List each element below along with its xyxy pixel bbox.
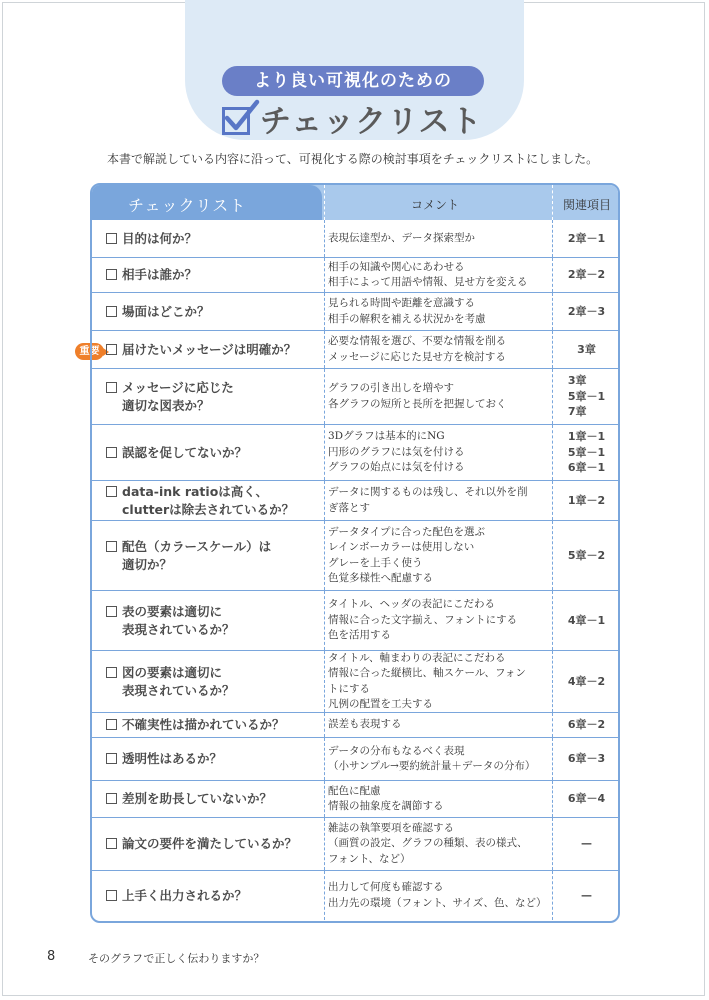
page-number: 8 bbox=[47, 949, 56, 964]
question-content bbox=[92, 303, 210, 321]
related-cell bbox=[552, 781, 620, 817]
comment-cell bbox=[324, 781, 549, 817]
comment-text: 雑誌の執筆要項を確認する （画質の設定、グラフの種類、表の様式、 フォント、など） bbox=[328, 821, 528, 865]
table-row bbox=[92, 220, 618, 257]
related-cell bbox=[552, 651, 620, 712]
checkbox-icon[interactable] bbox=[106, 447, 117, 458]
comment-text: 相手の知識や関心にあわせる 相手によって用語や情報、見せ方を変える bbox=[328, 260, 528, 288]
checkmark-icon bbox=[222, 107, 250, 135]
related-cell bbox=[552, 871, 620, 920]
header-title bbox=[222, 96, 482, 140]
comment-text: タイトル、ヘッダの表記にこだわる 情報に合った文字揃え、フォントにする 色を活用する bbox=[328, 598, 518, 642]
comment-cell bbox=[324, 425, 549, 480]
related-text: 3章 bbox=[577, 342, 596, 356]
checkbox-icon[interactable] bbox=[106, 606, 117, 617]
checkbox-icon[interactable] bbox=[106, 541, 117, 552]
column-header-related: 関連項目 bbox=[562, 198, 611, 212]
question-content bbox=[92, 538, 271, 574]
question-content bbox=[92, 483, 294, 519]
related-text: 2章－2 bbox=[567, 268, 606, 282]
comment-text: データの分布もなるべく表現 （小サンプル→要約統計量＋データの分布） bbox=[328, 744, 536, 772]
related-text: — bbox=[581, 888, 592, 902]
table-row bbox=[92, 520, 618, 590]
question-cell bbox=[92, 425, 320, 480]
question-text: 誤認を促してないか？ bbox=[122, 444, 248, 460]
question-content bbox=[92, 341, 296, 359]
comment-cell bbox=[324, 331, 549, 368]
question-text: 上手く出力されるか？ bbox=[122, 887, 248, 903]
comment-cell bbox=[324, 591, 549, 650]
comment-text: データに関するものは残し、それ以外を削 ぎ落とす bbox=[328, 486, 528, 514]
table-row bbox=[92, 712, 618, 737]
comment-cell bbox=[324, 258, 549, 292]
question-cell bbox=[92, 481, 320, 520]
comment-cell bbox=[324, 738, 549, 780]
comment-text: 見られる時間や距離を意識する 相手の解釈を補える状況かを考慮 bbox=[328, 297, 486, 325]
related-text: 5章－2 bbox=[567, 548, 606, 562]
comment-cell bbox=[324, 713, 549, 737]
table-header-tab bbox=[92, 185, 322, 220]
table-row bbox=[92, 737, 618, 780]
question-content bbox=[92, 266, 197, 284]
question-content bbox=[92, 716, 285, 734]
related-cell bbox=[552, 591, 620, 650]
comment-text: 3Dグラフは基本的にNG 円形のグラフには気を付ける グラフの始点には気を付ける bbox=[328, 430, 465, 474]
related-text: 6章－3 bbox=[567, 752, 606, 766]
related-text: 4章－2 bbox=[567, 674, 606, 688]
question-text: data-ink ratioは高く、 clutterは除去されているか？ bbox=[122, 483, 295, 517]
table-row bbox=[92, 817, 618, 870]
question-content bbox=[92, 603, 235, 639]
question-content bbox=[92, 230, 197, 248]
comment-text: 出力して何度も確認する 出力先の環境（フォント、サイズ、色、など） bbox=[328, 881, 547, 909]
question-text: メッセージに応じた 適切な図表か？ bbox=[122, 379, 234, 413]
related-cell bbox=[552, 220, 620, 257]
footer-text: そのグラフで正しく伝わりますか？ bbox=[88, 952, 265, 965]
related-cell bbox=[552, 818, 620, 870]
related-cell bbox=[552, 738, 620, 780]
question-content bbox=[92, 750, 222, 768]
checkbox-icon[interactable] bbox=[106, 233, 117, 244]
related-text: 3章 5章－1 7章 bbox=[567, 374, 606, 419]
comment-text: 必要な情報を選び、不要な情報を削る メッセージに応じた見せ方を検討する bbox=[328, 335, 507, 363]
table-row bbox=[92, 870, 618, 920]
question-content bbox=[92, 664, 235, 700]
question-cell bbox=[92, 713, 320, 737]
header-subtitle-pill: より良い可視化のための bbox=[222, 66, 484, 96]
table-row bbox=[92, 480, 618, 520]
related-text: — bbox=[581, 837, 592, 851]
related-cell bbox=[552, 293, 620, 330]
question-cell bbox=[92, 220, 320, 257]
table-row bbox=[92, 368, 618, 424]
question-cell bbox=[92, 591, 320, 650]
question-cell bbox=[92, 781, 320, 817]
question-text: 論文の要件を満たしているか？ bbox=[122, 836, 298, 851]
question-text: 届けたいメッセージは明確か？ bbox=[122, 341, 297, 357]
question-cell bbox=[92, 521, 320, 590]
comment-cell bbox=[324, 220, 549, 257]
table-row bbox=[92, 590, 618, 650]
question-text: 場面はどこか？ bbox=[122, 303, 210, 319]
related-text: 1章－1 5章－1 6章－1 bbox=[567, 430, 606, 475]
table-row bbox=[92, 292, 618, 330]
comment-cell bbox=[324, 521, 549, 590]
table-row bbox=[92, 257, 618, 292]
question-content bbox=[92, 379, 234, 415]
table-row bbox=[92, 780, 618, 817]
checkbox-icon[interactable] bbox=[106, 793, 117, 804]
comment-text: グラフの引き出しを増やす 各グラフの短所と長所を把握しておく bbox=[328, 382, 507, 410]
checkbox-icon[interactable] bbox=[106, 719, 117, 730]
related-text: 6章－4 bbox=[567, 792, 606, 806]
related-text: 6章－2 bbox=[567, 718, 606, 732]
question-content bbox=[92, 790, 272, 808]
related-cell bbox=[552, 425, 620, 480]
related-text: 1章－2 bbox=[567, 493, 606, 507]
table-header-label: チェックリスト bbox=[128, 196, 247, 215]
question-cell bbox=[92, 293, 320, 330]
comment-cell bbox=[324, 481, 549, 520]
question-content bbox=[92, 887, 247, 905]
related-cell bbox=[552, 331, 620, 368]
intro-text: 本書で解説している内容に沿って、可視化する際の検討事項をチェックリストにしました。 bbox=[107, 152, 599, 166]
checkbox-icon[interactable] bbox=[106, 753, 117, 764]
comment-cell bbox=[324, 871, 549, 920]
important-badge: 重要 bbox=[75, 343, 104, 360]
question-text: 図の要素は適切に 表現されているか？ bbox=[122, 664, 235, 698]
question-text: 相手は誰か？ bbox=[122, 267, 198, 282]
question-text: 差別を助長していないか？ bbox=[122, 791, 273, 806]
comment-cell bbox=[324, 369, 549, 424]
question-content bbox=[92, 835, 297, 853]
table-header bbox=[92, 185, 618, 220]
question-text: 表の要素は適切に 表現されているか？ bbox=[122, 603, 235, 637]
question-text: 目的は何か？ bbox=[122, 230, 198, 246]
checkbox-icon[interactable] bbox=[106, 382, 117, 393]
question-text: 不確実性は描かれているか？ bbox=[122, 717, 285, 732]
comment-cell bbox=[324, 651, 549, 712]
column-header-comment: コメント bbox=[410, 198, 459, 212]
related-cell bbox=[552, 369, 620, 424]
related-cell bbox=[552, 481, 620, 520]
question-cell bbox=[92, 818, 320, 870]
checkbox-icon[interactable] bbox=[106, 344, 117, 355]
question-text: 透明性はあるか？ bbox=[122, 751, 223, 766]
question-text: 配色（カラースケール）は 適切か？ bbox=[122, 538, 272, 572]
question-content bbox=[92, 444, 247, 462]
checkbox-icon[interactable] bbox=[106, 667, 117, 678]
related-cell bbox=[552, 713, 620, 737]
checkbox-icon[interactable] bbox=[106, 269, 117, 280]
checkbox-icon[interactable] bbox=[106, 306, 117, 317]
table-row bbox=[92, 424, 618, 480]
table-row bbox=[92, 330, 618, 368]
table-row bbox=[92, 650, 618, 712]
related-cell bbox=[552, 258, 620, 292]
checkbox-icon[interactable] bbox=[106, 838, 117, 849]
comment-text: 誤差も表現する bbox=[328, 718, 402, 731]
checklist-table bbox=[90, 183, 620, 923]
question-cell bbox=[92, 331, 320, 368]
related-text: 2章－3 bbox=[567, 304, 606, 318]
related-text: 2章－1 bbox=[567, 231, 606, 245]
question-cell bbox=[92, 369, 320, 424]
checkbox-icon[interactable] bbox=[106, 486, 117, 497]
comment-cell bbox=[324, 818, 549, 870]
checkbox-icon[interactable] bbox=[106, 890, 117, 901]
header-separator bbox=[552, 185, 553, 220]
question-cell bbox=[92, 871, 320, 920]
comment-text: 配色に配慮 情報の抽象度を調節する bbox=[328, 784, 444, 812]
comment-text: データタイプに合った配色を選ぶ レインボーカラーは使用しない グレーを上手く使う 色覚多様性へ配慮する bbox=[328, 525, 485, 584]
comment-text: 表現伝達型か、データ探索型か bbox=[328, 231, 475, 244]
question-cell bbox=[92, 651, 320, 712]
related-cell bbox=[552, 521, 620, 590]
comment-cell bbox=[324, 293, 549, 330]
related-text: 4章－1 bbox=[567, 613, 606, 627]
question-cell bbox=[92, 258, 320, 292]
comment-text: タイトル、軸まわりの表記にこだわる 情報に合った縦横比、軸スケール、フォン トにする 凡例の配置を工夫する bbox=[328, 651, 526, 710]
question-cell bbox=[92, 738, 320, 780]
header-title-text: チェックリスト bbox=[260, 103, 483, 140]
